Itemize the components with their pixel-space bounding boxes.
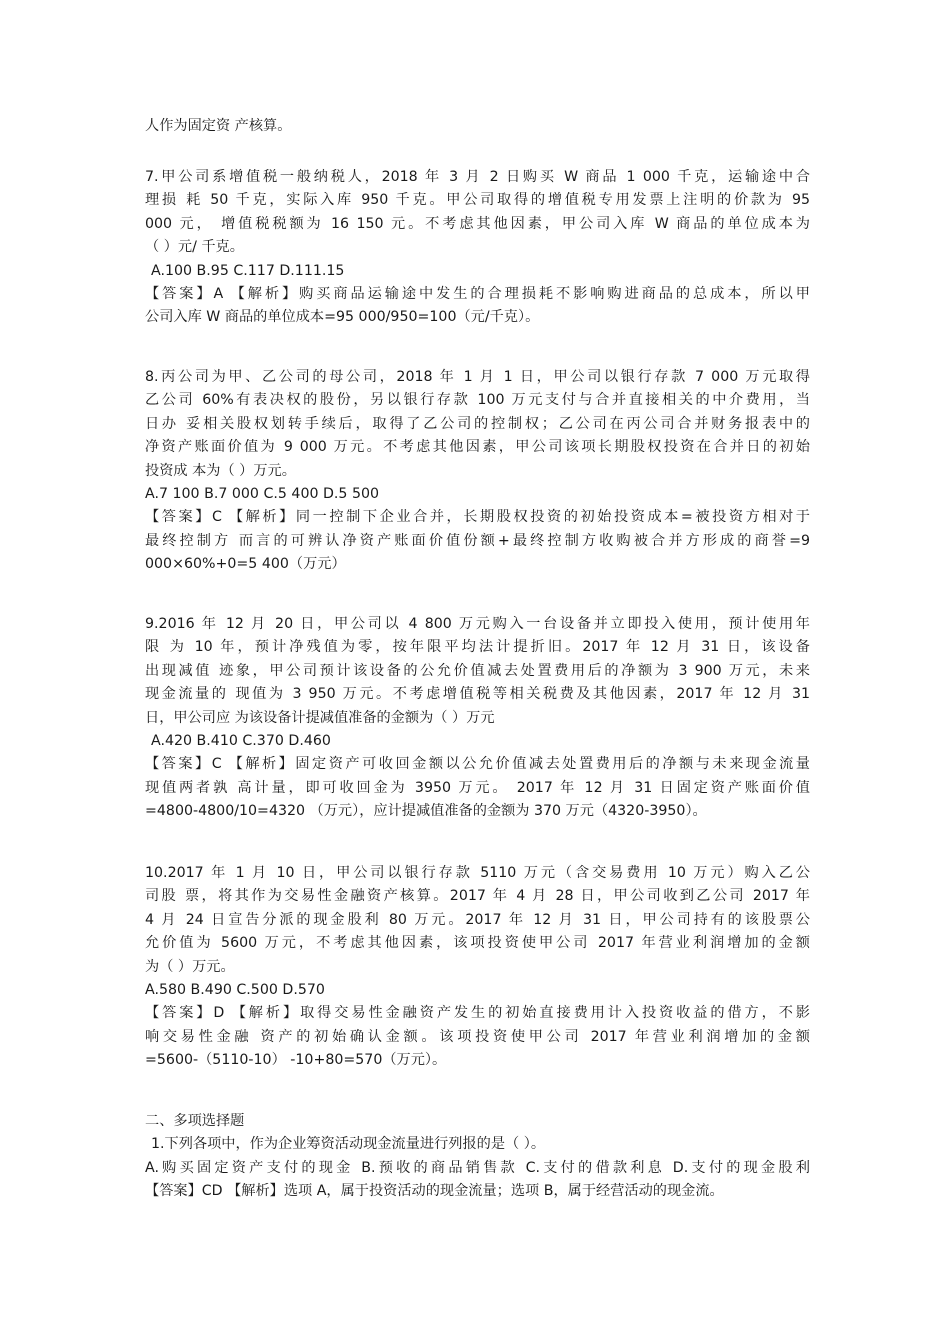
section-2-question-1-options: A.购买固定资产支付的现金 B.预收的商品销售款 C.支付的借款利息 D.支付的现金股利 <box>145 1159 810 1176</box>
intro-line: 人作为固定资 产核算。 <box>145 118 292 134</box>
question-7-options: A.100 B.95 C.117 D.111.15 <box>151 262 345 279</box>
question-10-answer: 响交易性金融 资产的初始确认金额。该项投资使甲公司 2017 年营业利润增加的金额 <box>145 1028 810 1045</box>
question-7-answer: 【答案】A 【解析】购买商品运输途中发生的合理损耗不影响购进商品的总成本，所以甲 <box>145 285 810 302</box>
question-9-line: 现金流量的 现值为 3 950 万元。不考虑增值税等相关税费及其他因素，2017 年 12 月 31 <box>145 686 810 703</box>
question-10-line: 司股 票，将其作为交易性金融资产核算。2017 年 4 月 28 日，甲公司收到乙公司 2017 年 <box>145 888 810 905</box>
question-7 <box>145 166 810 330</box>
question-7-line: 000 元， 增值税税额为 16 150 元。不考虑其他因素，甲公司入库 W 商品的单位成本为 <box>145 215 810 232</box>
question-8-options: A.7 100 B.7 000 C.5 400 D.5 500 <box>145 485 380 502</box>
section-2-question-1-answer: 【答案】CD 【解析】选项 A，属于投资活动的现金流量；选项 B，属于经营活动的现金流。 <box>145 1183 724 1200</box>
question-10-options: A.580 B.490 C.500 D.570 <box>145 981 325 998</box>
question-10 <box>145 862 810 1073</box>
question-8-line: 净资产账面价值为 9 000 万元。不考虑其他因素，甲公司该项长期股权投资在合并日的初始 <box>145 439 810 456</box>
question-10-answer: =5600-（5110-10） -10+80=570（万元）。 <box>145 1052 447 1069</box>
question-10-line: 允价值为 5600 万元，不考虑其他因素，该项投资使甲公司 2017 年营业利润增加的金额 <box>145 935 810 952</box>
question-8-line: 乙公司 60%有表决权的股份，另以银行存款 100 万元支付与合并直接相关的中介费用，当 <box>145 392 810 409</box>
question-9-line: 出现减值 迹象，甲公司预计该设备的公允价值减去处置费用后的净额为 3 900 万元，未来 <box>145 662 810 679</box>
question-9 <box>145 613 810 824</box>
question-8-line: 8.丙公司为甲、乙公司的母公司，2018 年 1 月 1 日，甲公司以银行存款 7 000 万元取得 <box>145 369 810 385</box>
question-9-line: 9.2016 年 12 月 20 日，甲公司以 4 800 万元购入一台设备并立即投入使用，预计使用年 <box>145 616 810 632</box>
section-2-question-1: 1.下列各项中，作为企业筹资活动现金流量进行列报的是（ ）。 <box>151 1136 546 1153</box>
question-9-line: 限 为 10 年，预计净残值为零，按年限平均法计提折旧。2017 年 12 月 31 日，该设备 <box>145 639 810 656</box>
question-7-line: 7.甲公司系增值税一般纳税人，2018 年 3 月 2 日购买 W 商品 1 000 千克，运输途中合 <box>145 169 810 185</box>
question-10-line: 10.2017 年 1 月 10 日，甲公司以银行存款 5110 万元（含交易费用 10 万元）购入乙公 <box>145 865 810 881</box>
question-9-answer: 【答案】C 【解析】固定资产可收回金额以公允价值减去处置费用后的净额与未来现金流量 <box>145 756 810 773</box>
section-heading: 二、多项选择题 <box>145 1113 245 1129</box>
question-9-line: 日，甲公司应 为该设备计提减值准备的金额为（ ）万元 <box>145 709 495 726</box>
intro-text <box>145 115 810 138</box>
question-9-answer: =4800-4800/10=4320 （万元），应计提减值准备的金额为 370 万元（4320-3950）。 <box>145 803 707 820</box>
question-8-line: 投资成 本为（ ）万元。 <box>145 462 296 479</box>
question-7-line: （ ）元/ 千克。 <box>145 239 244 256</box>
question-8-line: 日办 妥相关股权划转手续后，取得了乙公司的控制权；乙公司在丙公司合并财务报表中的 <box>145 415 810 432</box>
section-multiple-choice <box>145 1110 810 1204</box>
question-10-line: 为（ ）万元。 <box>145 958 235 975</box>
question-7-line: 理损 耗 50 千克，实际入库 950 千克。甲公司取得的增值税专用发票上注明的价款为 95 <box>145 192 810 209</box>
question-8-answer: 【答案】C 【解析】同一控制下企业合并，长期股权投资的初始投资成本=被投资方相对于 <box>145 509 810 526</box>
question-8-answer: 最终控制方 而言的可辨认净资产账面价值份额+最终控制方收购被合并方形成的商誉=9 <box>145 532 810 549</box>
question-7-answer: 公司入库 W 商品的单位成本=95 000/950=100（元/千克）。 <box>145 309 540 326</box>
question-9-options: A.420 B.410 C.370 D.460 <box>151 732 331 749</box>
question-8 <box>145 366 810 577</box>
question-9-answer: 现值两者孰 高计量，即可收回金为 3950 万元。 2017 年 12 月 31 日固定资产账面价值 <box>145 779 810 796</box>
question-10-answer: 【答案】D 【解析】取得交易性金融资产发生的初始直接费用计入投资收益的借方，不影 <box>145 1005 810 1022</box>
question-10-line: 4 月 24 日宣告分派的现金股利 80 万元。2017 年 12 月 31 日，甲公司持有的该股票公 <box>145 911 810 928</box>
question-8-answer: 000×60%+0=5 400（万元） <box>145 556 346 573</box>
